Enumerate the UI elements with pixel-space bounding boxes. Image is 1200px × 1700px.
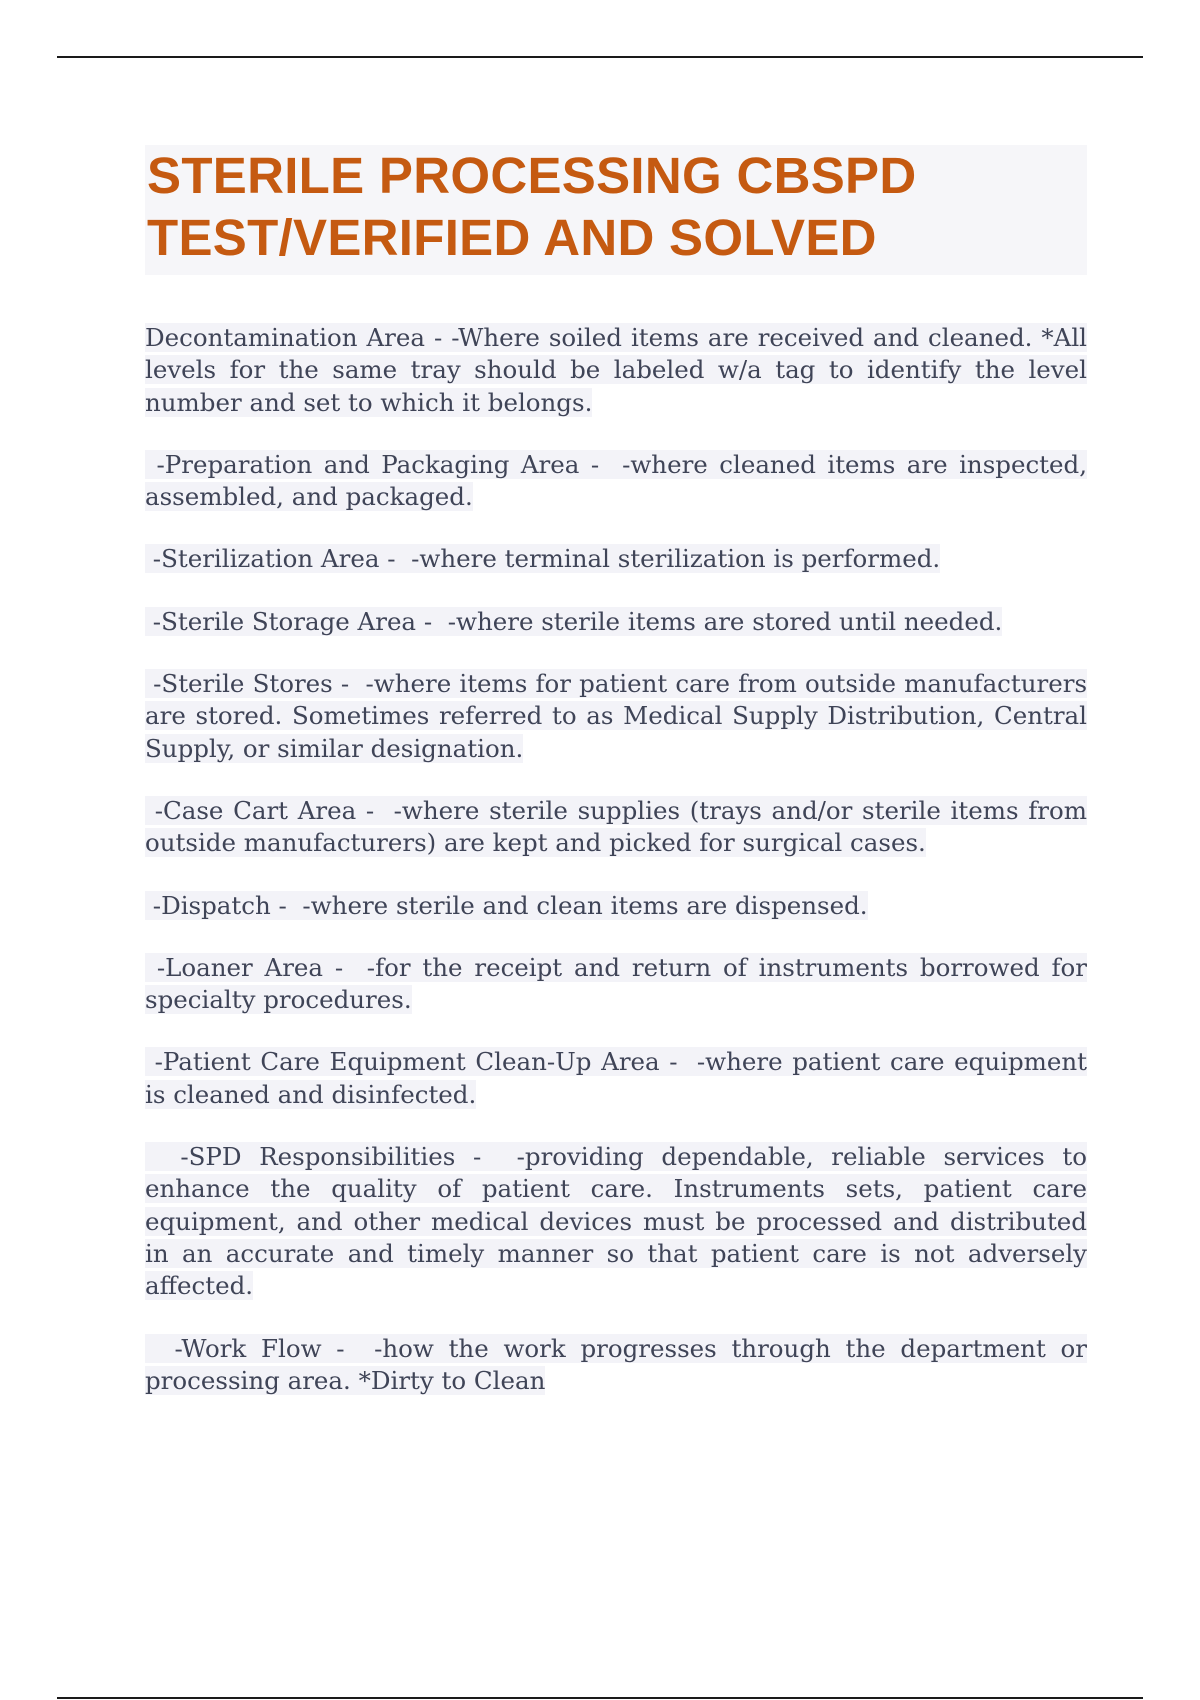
entry-sterile-stores	[145, 668, 1087, 765]
entry-definition: -where terminal sterilization is performed.	[411, 544, 941, 574]
entry-term: -Sterile Stores -	[145, 669, 357, 698]
entry-definition: -providing dependable, reliable services to enhance the quality of patient care. Instruments sets, patient care equipment, and other medical devices must be processed and distributed in an accurate and timely manner so that patient care is not adversely affected.	[145, 1142, 1087, 1301]
title-line-1: STERILE PROCESSING CBSPD	[147, 147, 917, 204]
bottom-rule	[57, 1697, 1143, 1699]
entry-list	[145, 322, 1087, 1427]
entry-definition: -how the work progresses through the department or processing area. *Dirty to Clean	[145, 1333, 1087, 1395]
entry-definition: -where sterile supplies (trays and/or sterile items from outside manufacturers) are kept and picked for surgical cases.	[145, 795, 1087, 858]
entry-definition: -where cleaned items are inspected, assembled, and packaged.	[145, 449, 1087, 512]
entry-definition: -where sterile and clean items are dispensed.	[302, 890, 868, 920]
entry-preparation-packaging-area	[145, 449, 1087, 514]
entry-term: -Dispatch -	[145, 891, 295, 920]
entry-patient-care-equipment-clean-up-area	[145, 1046, 1087, 1111]
entry-term: -SPD Responsibilities -	[145, 1142, 499, 1171]
entry-work-flow	[145, 1333, 1087, 1398]
top-rule	[57, 56, 1143, 58]
entry-definition: -Where soiled items are received and cleaned. *All levels for the same tray should be labeled w/a tag to identify the level number and set to which it belongs.	[145, 323, 1088, 417]
entry-term: -Preparation and Packaging Area -	[145, 450, 611, 479]
entry-loaner-area	[145, 952, 1087, 1017]
entry-case-cart-area	[145, 795, 1087, 860]
title-block	[145, 145, 1087, 275]
title-line-2: TEST/VERIFIED AND SOLVED	[147, 209, 877, 266]
entry-term: -Case Cart Area -	[145, 796, 384, 825]
document-title	[145, 145, 1087, 269]
entry-term: Decontamination Area -	[145, 323, 451, 352]
entry-term: -Sterile Storage Area -	[145, 607, 440, 636]
entry-dispatch	[145, 890, 1087, 922]
entry-definition: -where patient care equipment is cleaned and disinfected.	[145, 1047, 1087, 1109]
entry-decontamination-area	[145, 322, 1087, 419]
entry-spd-responsibilities	[145, 1141, 1087, 1302]
entry-definition: -where sterile items are stored until needed.	[447, 606, 1003, 636]
entry-definition: -for the receipt and return of instruments borrowed for specialty procedures.	[145, 952, 1088, 1015]
entry-term: -Work Flow -	[145, 1334, 359, 1363]
entry-definition: -where items for patient care from outside manufacturers are stored. Sometimes referred to as Medical Supply Distribution, Central Supply, or similar designation.	[145, 669, 1088, 763]
entry-sterilization-area	[145, 543, 1087, 575]
entry-term: -Sterilization Area -	[145, 544, 403, 573]
entry-sterile-storage-area	[145, 606, 1087, 638]
entry-term: -Loaner Area -	[145, 953, 355, 982]
entry-term: -Patient Care Equipment Clean-Up Area -	[145, 1047, 687, 1076]
